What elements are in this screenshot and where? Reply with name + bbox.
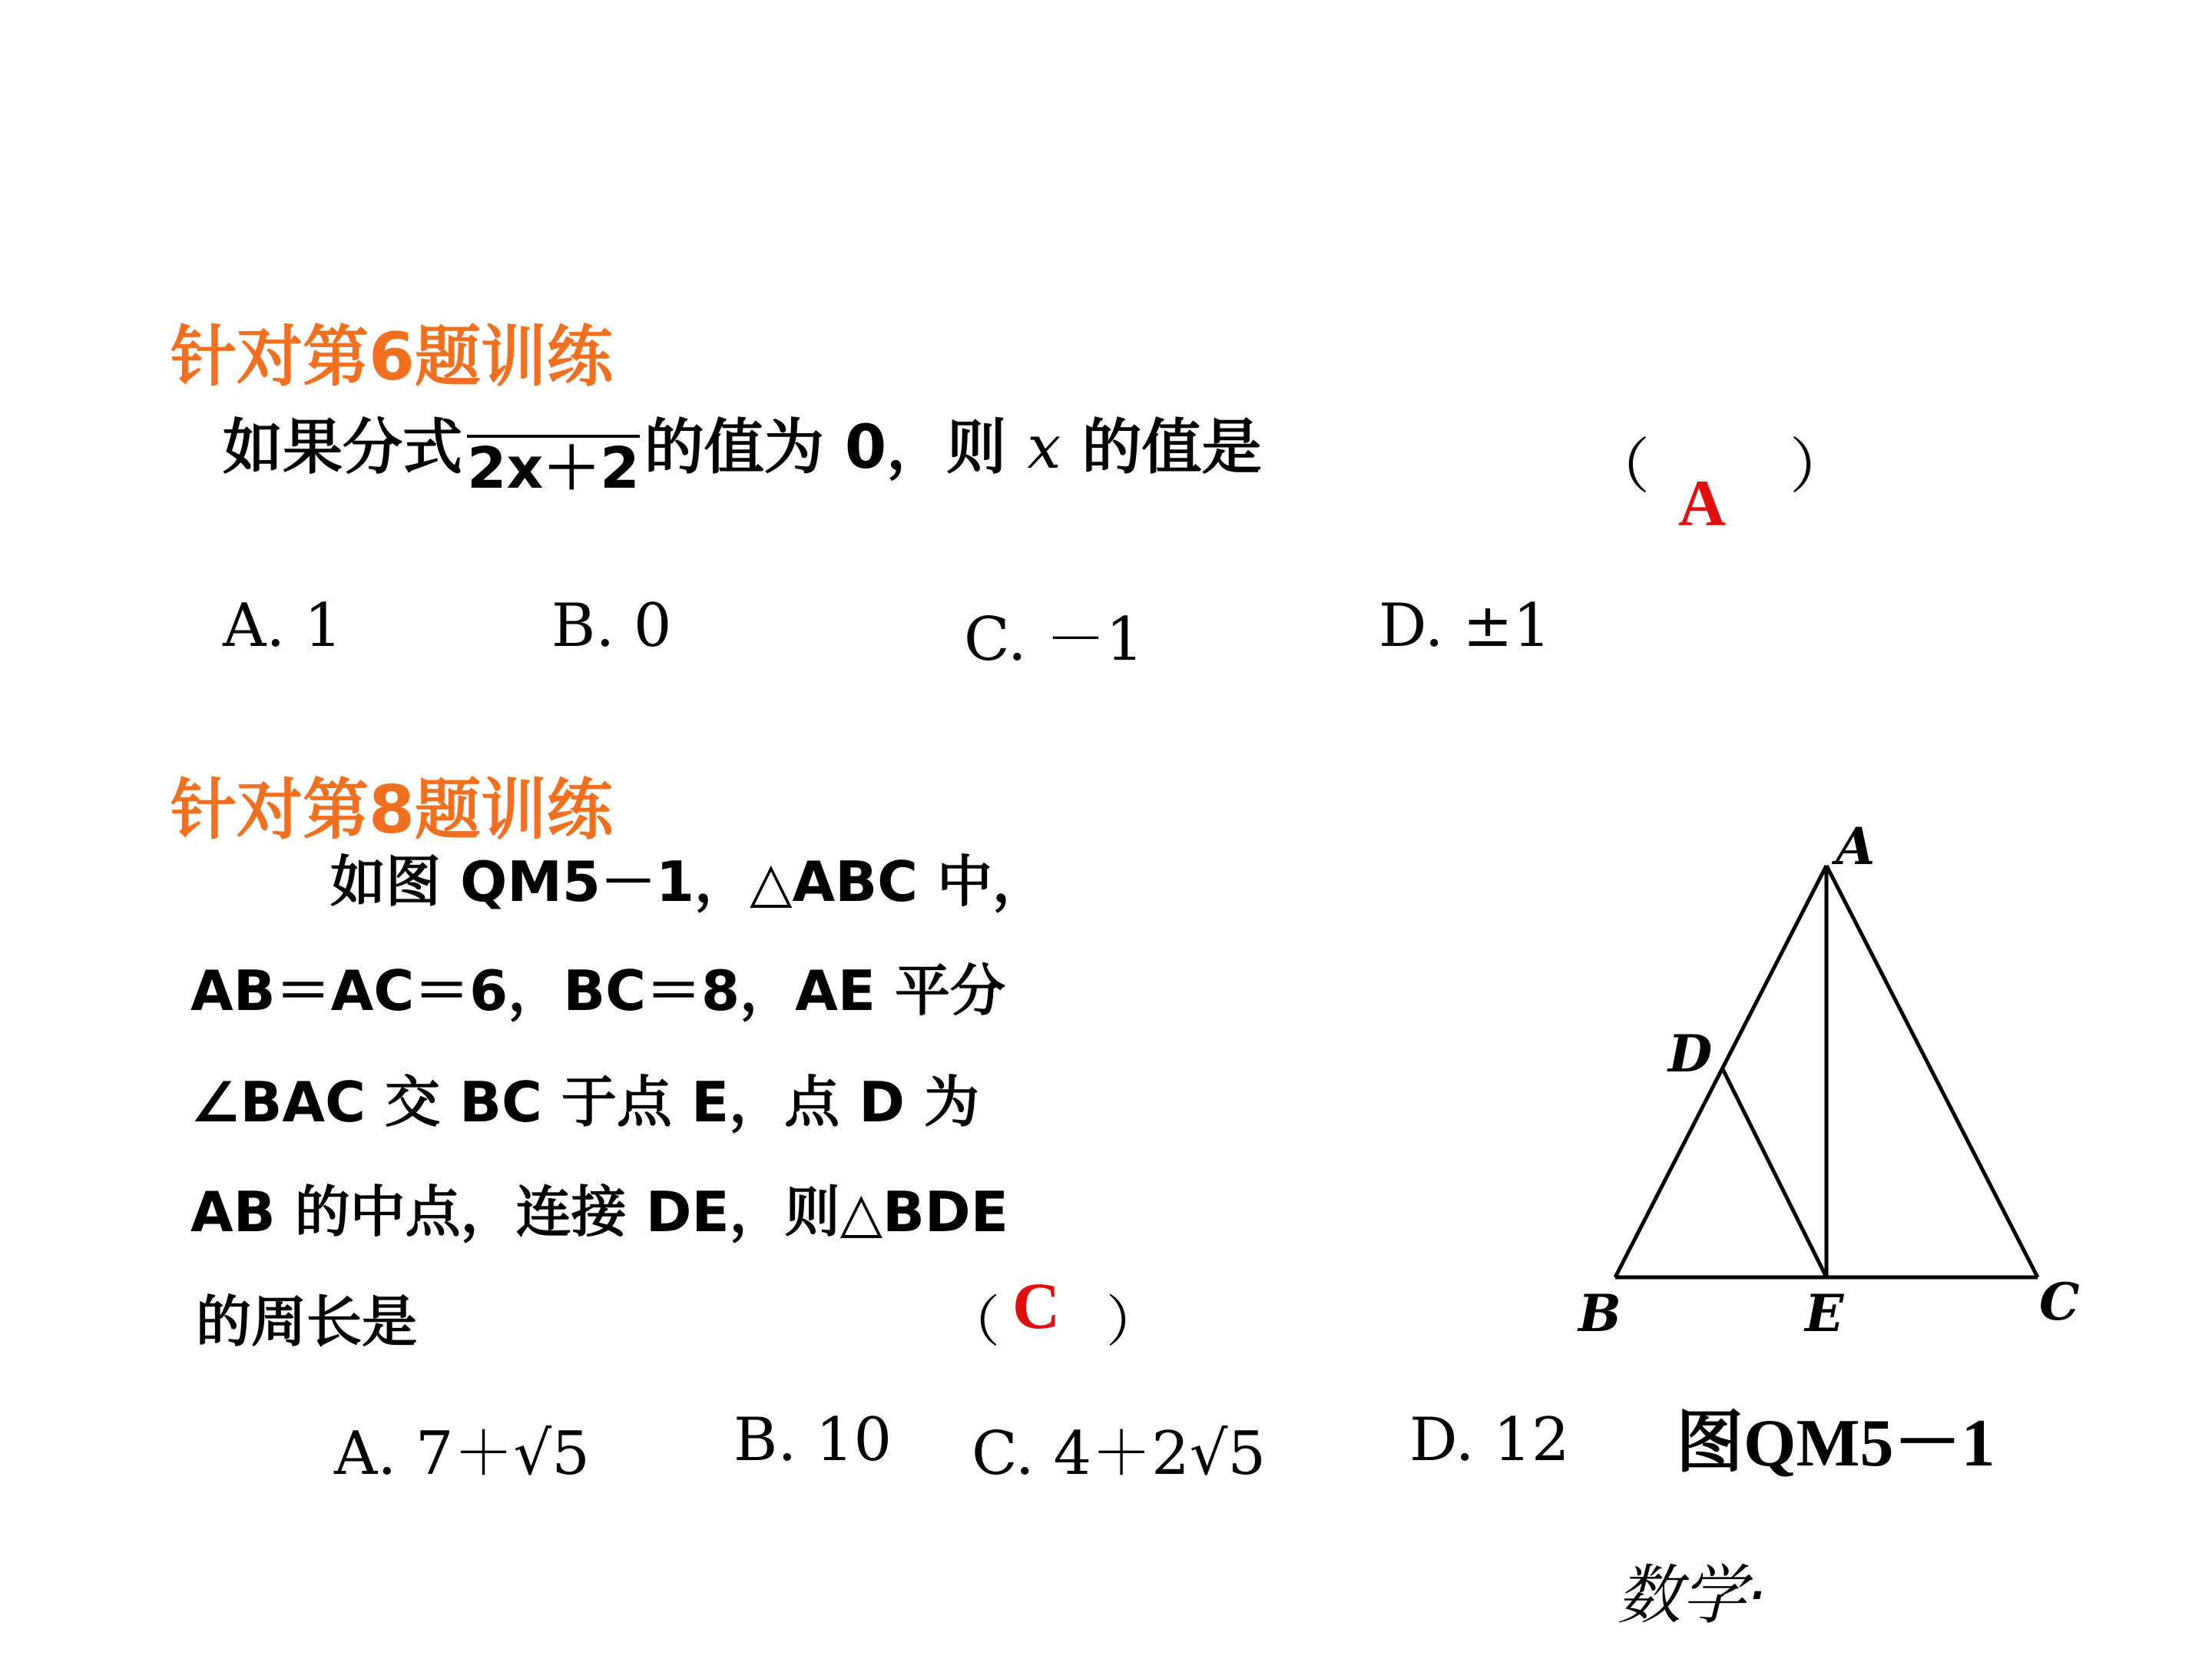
q6-stem-after: 的值是 (1061, 413, 1262, 482)
q8-line-1: 如图 QM5－1，△ABC 中， (330, 849, 1048, 914)
q6-stem-variable: x (1027, 413, 1061, 482)
q6-stem-before: 如果分式 (223, 413, 463, 482)
q8-line-4: AB 的中点，连接 DE，则△BDE (190, 1180, 1008, 1244)
q6-answer: A (1678, 466, 1727, 540)
q6-option-d: D. ±1 (1379, 591, 1551, 661)
label-e: E (1805, 1283, 1844, 1343)
q6-fraction-denominator: 2x＋2 (467, 435, 640, 502)
q8-option-a: A. 7＋√5 (334, 1419, 590, 1488)
q8-option-b: B. 10 (733, 1406, 892, 1475)
label-d: D (1668, 1024, 1713, 1084)
q8-heading: 针对第8题训练 (171, 772, 613, 849)
label-c: C (2039, 1272, 2080, 1332)
q6-heading: 针对第6题训练 (171, 319, 613, 396)
label-a: A (1836, 816, 1876, 876)
q6-paren-close: ） (1790, 432, 1850, 502)
segment-de (1722, 1068, 1826, 1277)
q8-line-2: AB＝AC＝6，BC＝8，AE 平分 (190, 959, 1006, 1023)
q8-paren-close: ） (1106, 1290, 1162, 1354)
footer-subject: 数学· (1617, 1558, 1767, 1633)
q6-option-b: B. 0 (551, 591, 672, 661)
q8-option-d: D. 12 (1409, 1406, 1570, 1475)
segment-ac (1826, 866, 2038, 1277)
q8-line-3: ∠BAC 交 BC 于点 E，点 D 为 (190, 1070, 980, 1134)
q6-option-a: A. 1 (223, 591, 343, 661)
label-b: B (1578, 1283, 1621, 1343)
q8-paren-open: （ (945, 1290, 1001, 1354)
q6-option-c: C. －1 (964, 605, 1144, 674)
q8-answer: C (1012, 1269, 1061, 1343)
q6-paren-open: （ (1590, 432, 1651, 502)
figure-caption: 图QM5－1 (1676, 1406, 1995, 1481)
q8-line-5: 的周长是 (196, 1290, 418, 1354)
q8-option-c: C. 4＋2√5 (972, 1419, 1267, 1488)
q6-stem-mid: 的值为 0，则 (644, 413, 1028, 482)
